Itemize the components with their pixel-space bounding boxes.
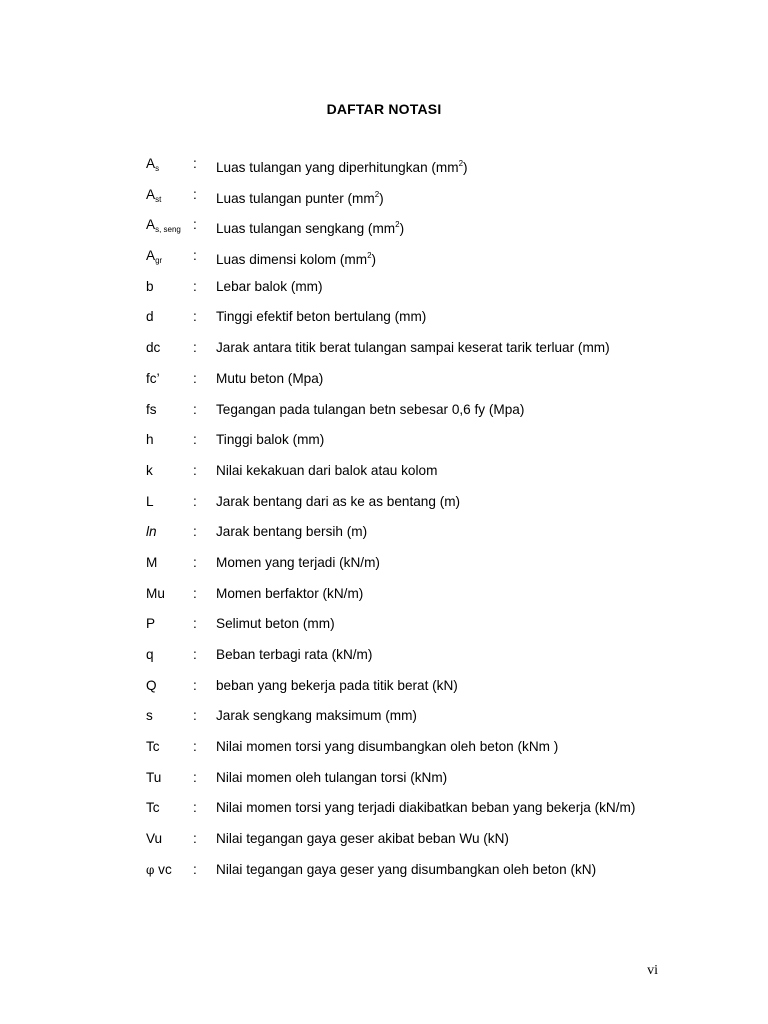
colon-separator: : [193, 769, 197, 785]
colon-separator: : [193, 861, 197, 877]
notation-symbol: Tc [146, 739, 160, 755]
notation-symbol: s [146, 708, 153, 724]
notation-description: beban yang bekerja pada titik berat (kN) [216, 677, 458, 693]
colon-separator: : [193, 401, 197, 417]
notation-description: Luas dimensi kolom $(mm^2)$ [216, 251, 377, 268]
notation-description: Nilai tegangan gaya geser yang disumbangkan oleh beton (kN) [216, 861, 597, 877]
notation-row [146, 829, 746, 860]
notation-description: Mutu beton (Mpa) [216, 370, 324, 386]
notation-row [146, 338, 746, 369]
notation-symbol: Tc [146, 800, 160, 816]
notation-symbol: L [146, 493, 154, 509]
notation-row [146, 614, 746, 645]
notation-row [146, 461, 746, 492]
notation-symbol: h [146, 432, 154, 448]
notation-description: Momen berfaktor (kN/m) [216, 585, 364, 601]
notation-description: Tinggi efektif beton bertulang (mm) [216, 309, 427, 325]
notation-row [146, 246, 746, 277]
notation-description: Nilai momen torsi yang terjadi diakibatkan beban yang bekerja (kN/m) [216, 800, 636, 816]
notation-row [146, 154, 746, 185]
notation-symbol: Vu [146, 831, 163, 847]
page-number: vi [647, 963, 658, 978]
notation-description: Luas tulangan punter $(mm^2)$ [216, 189, 384, 206]
notation-symbol: d [146, 309, 154, 325]
notation-row [146, 768, 746, 799]
notation-symbol: q [146, 647, 154, 662]
notation-row [146, 277, 746, 308]
notation-row [146, 737, 746, 768]
phi-symbol: φ [146, 862, 155, 877]
notation-description: Beban terbagi rata (kN/m) [216, 647, 373, 662]
notation-row [146, 369, 746, 400]
notation-symbol: ln [146, 524, 157, 540]
notation-symbol: $A_{st}$ [146, 186, 162, 204]
notation-row [146, 492, 746, 523]
notation-description: Jarak sengkang maksimum (mm) [216, 708, 417, 724]
colon-separator: : [193, 370, 197, 386]
notation-description: Nilai kekakuan dari balok atau kolom [216, 462, 438, 478]
colon-separator: : [193, 462, 197, 478]
notation-symbol: dc [146, 340, 161, 356]
colon-separator: : [193, 340, 197, 356]
notation-symbol: b [146, 278, 154, 294]
notation-description: Nilai momen torsi yang disumbangkan oleh beton (kNm ) [216, 739, 559, 755]
notation-symbol: Mu [146, 585, 165, 601]
colon-separator: : [193, 647, 197, 662]
notation-row [146, 430, 746, 461]
notation-description: Luas tulangan sengkang $(mm^2)$ [216, 220, 405, 237]
notation-list [146, 154, 746, 891]
colon-separator: : [193, 800, 197, 816]
notation-row [146, 307, 746, 338]
notation-row [146, 215, 746, 246]
notation-symbol: $A_s$ [146, 156, 160, 173]
notation-row [146, 400, 746, 431]
colon-separator: : [193, 585, 197, 601]
notation-row [146, 676, 746, 707]
colon-separator: : [193, 708, 197, 724]
colon-separator: : [193, 156, 197, 171]
colon-separator: : [193, 432, 197, 448]
colon-separator: : [193, 554, 197, 570]
colon-separator: : [193, 186, 197, 202]
notation-symbol: $A_{s, seng}$ [146, 217, 181, 235]
notation-symbol: Tu [146, 769, 162, 785]
notation-row [146, 584, 746, 615]
colon-separator: : [193, 524, 197, 540]
notation-description: Tinggi balok (mm) [216, 432, 325, 448]
notation-description: Luas tulangan yang diperhitungkan $(mm^2)$ [216, 159, 468, 175]
notation-symbol: φ vc [146, 861, 172, 877]
notation-row [146, 860, 746, 891]
colon-separator: : [193, 309, 197, 325]
notation-row [146, 522, 746, 553]
notation-symbol: fc’ [146, 370, 160, 386]
notation-symbol: M [146, 554, 158, 570]
notation-description: Tegangan pada tulangan betn sebesar 0,6 fy (Mpa) [216, 401, 525, 417]
colon-separator: : [193, 739, 197, 755]
notation-symbol: k [146, 462, 153, 478]
colon-separator: : [193, 616, 197, 632]
colon-separator: : [193, 493, 197, 509]
notation-description: Jarak bentang dari as ke as bentang (m) [216, 493, 461, 509]
colon-separator: : [193, 217, 197, 233]
notation-row [146, 706, 746, 737]
page-title: DAFTAR NOTASI [326, 101, 442, 117]
notation-description: Jarak bentang bersih (m) [216, 524, 368, 540]
colon-separator: : [193, 248, 197, 264]
notation-description: Jarak antara titik berat tulangan sampai keserat tarik terluar (mm) [216, 340, 610, 356]
colon-separator: : [193, 278, 197, 294]
notation-description: Selimut beton (mm) [216, 616, 335, 632]
notation-description: Nilai momen oleh tulangan torsi (kNm) [216, 769, 448, 785]
colon-separator: : [193, 677, 197, 693]
notation-symbol: fs [146, 401, 157, 417]
notation-symbol: P [146, 616, 156, 632]
notation-description: Nilai tegangan gaya geser akibat beban Wu (kN) [216, 831, 509, 847]
colon-separator: : [193, 831, 197, 847]
notation-row [146, 645, 746, 676]
notation-symbol: $A_{gr}$ [146, 248, 163, 266]
notation-row [146, 798, 746, 829]
notation-row [146, 185, 746, 216]
notation-symbol: Q [146, 677, 157, 693]
notation-row [146, 553, 746, 584]
notation-description: Lebar balok (mm) [216, 278, 323, 294]
notation-description: Momen yang terjadi (kN/m) [216, 554, 380, 570]
